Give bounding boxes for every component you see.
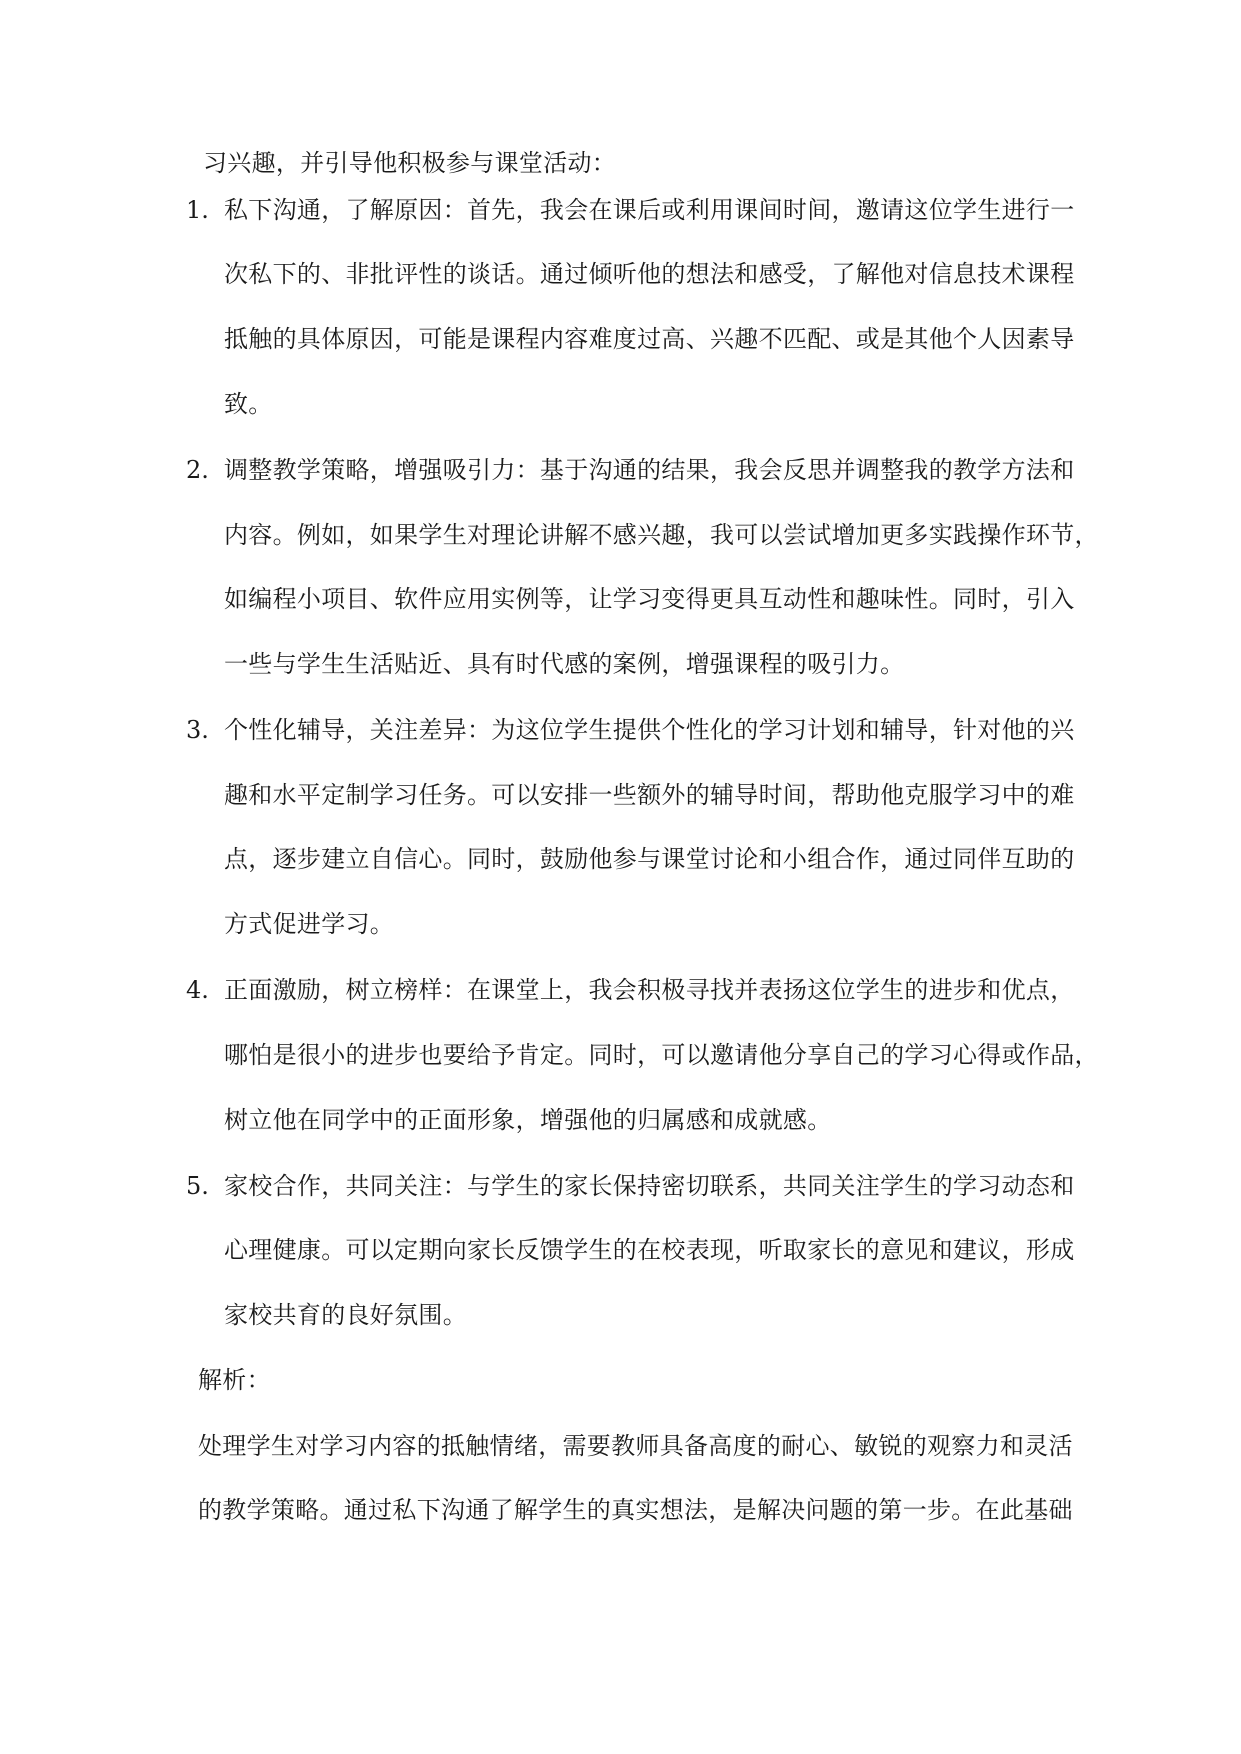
step-4-line-1: 正面激励，树立榜样：在课堂上，我会积极寻找并表扬这位学生的进步和优点，	[224, 976, 1075, 1004]
step-5-line-3: 家校共育的良好氛围。	[224, 1301, 467, 1329]
step-1-line-4: 致。	[224, 390, 273, 418]
step-2-line-4: 一些与学生生活贴近、具有时代感的案例，增强课程的吸引力。	[224, 650, 905, 678]
step-5-line-2: 心理健康。可以定期向家长反馈学生的在校表现，听取家长的意见和建议，形成	[224, 1236, 1075, 1264]
analysis-label: 解析：	[198, 1366, 271, 1394]
step-3-number: 3.	[186, 716, 209, 744]
step-1-line-2: 次私下的、非批评性的谈话。通过倾听他的想法和感受，了解他对信息技术课程	[224, 260, 1075, 288]
step-4-line-2: 哪怕是很小的进步也要给予肯定。同时，可以邀请他分享自己的学习心得或作品，	[224, 1041, 1099, 1069]
step-1-number: 1.	[186, 196, 209, 224]
step-2-line-3: 如编程小项目、软件应用实例等，让学习变得更具互动性和趣味性。同时，引入	[224, 585, 1075, 613]
step-4-number: 4.	[186, 976, 209, 1004]
analysis-line-2: 的教学策略。通过私下沟通了解学生的真实想法，是解决问题的第一步。在此基础	[198, 1496, 1073, 1524]
step-1-line-1: 私下沟通，了解原因：首先，我会在课后或利用课间时间，邀请这位学生进行一	[224, 196, 1075, 224]
step-4-line-3: 树立他在同学中的正面形象，增强他的归属感和成就感。	[224, 1106, 832, 1134]
step-2-line-1: 调整教学策略，增强吸引力：基于沟通的结果，我会反思并调整我的教学方法和	[224, 456, 1075, 484]
step-3-line-1: 个性化辅导，关注差异：为这位学生提供个性化的学习计划和辅导，针对他的兴	[224, 716, 1075, 744]
intro-continuation: 习兴趣，并引导他积极参与课堂活动：	[203, 149, 617, 177]
step-5-line-1: 家校合作，共同关注：与学生的家长保持密切联系，共同关注学生的学习动态和	[224, 1172, 1075, 1200]
step-2-line-2: 内容。例如，如果学生对理论讲解不感兴趣，我可以尝试增加更多实践操作环节，	[224, 521, 1099, 549]
step-3-line-2: 趣和水平定制学习任务。可以安排一些额外的辅导时间，帮助他克服学习中的难	[224, 781, 1075, 809]
analysis-line-1: 处理学生对学习内容的抵触情绪，需要教师具备高度的耐心、敏锐的观察力和灵活	[198, 1432, 1073, 1460]
step-2-number: 2.	[186, 456, 209, 484]
step-3-line-4: 方式促进学习。	[224, 910, 395, 938]
step-3-line-3: 点，逐步建立自信心。同时，鼓励他参与课堂讨论和小组合作，通过同伴互助的	[224, 845, 1075, 873]
step-1-line-3: 抵触的具体原因，可能是课程内容难度过高、兴趣不匹配、或是其他个人因素导	[224, 325, 1075, 353]
step-5-number: 5.	[186, 1172, 209, 1200]
